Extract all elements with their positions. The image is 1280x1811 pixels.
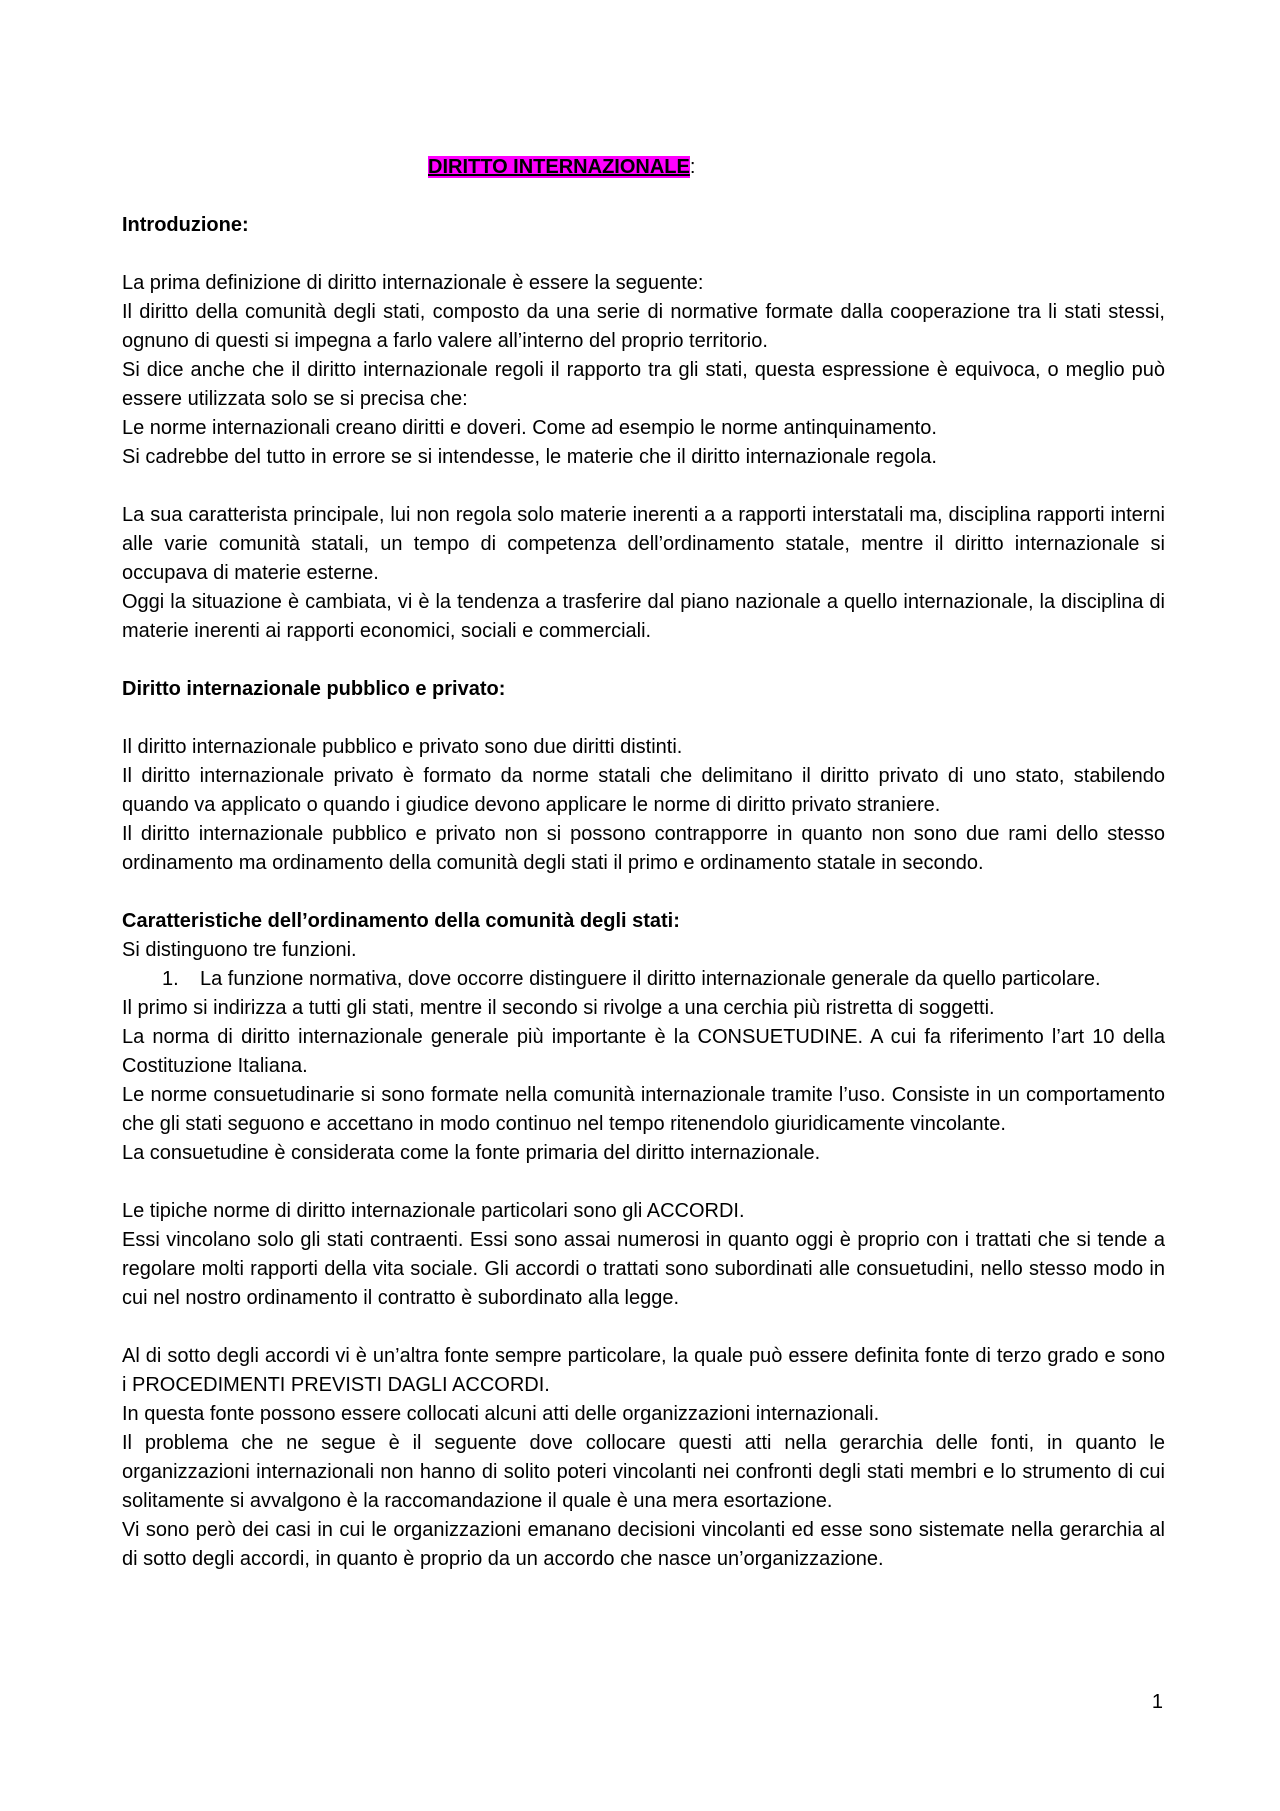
paragraph: Si distinguono tre funzioni. bbox=[122, 939, 357, 961]
paragraph: La norma di diritto internazionale generale più importante è la CONSUETUDINE. A cui fa riferimento l’art 10 della Costituzione Italiana. bbox=[122, 1026, 1165, 1077]
spacer bbox=[122, 240, 1165, 269]
list-number: 1. bbox=[162, 968, 179, 990]
paragraph: Il diritto della comunità degli stati, composto da una serie di normative formate dalla cooperazione tra li stati stessi, ognuno di questi si impegna a farlo valere all’interno del proprio territorio. bbox=[122, 301, 1165, 352]
title-line bbox=[428, 153, 1165, 182]
paragraph: Oggi la situazione è cambiata, vi è la tendenza a trasferire dal piano nazionale a quello internazionale, la disciplina di materie inerenti ai rapporti economici, sociali e commerciali. bbox=[122, 591, 1165, 642]
section-heading-pubblico-privato: Diritto internazionale pubblico e privato: bbox=[122, 678, 506, 700]
section-heading-caratteristiche: Caratteristiche dell’ordinamento della comunità degli stati: bbox=[122, 910, 680, 932]
paragraph: Si dice anche che il diritto internazionale regoli il rapporto tra gli stati, questa espressione è equivoca, o meglio può essere utilizzata solo se si precisa che: bbox=[122, 359, 1165, 410]
paragraph: Il primo si indirizza a tutti gli stati, mentre il secondo si rivolge a una cerchia più ristretta di soggetti. bbox=[122, 997, 995, 1019]
document-title: DIRITTO INTERNAZIONALE bbox=[428, 156, 690, 178]
paragraph: La prima definizione di diritto internazionale è essere la seguente: bbox=[122, 272, 704, 294]
paragraph: Le tipiche norme di diritto internazionale particolari sono gli ACCORDI. bbox=[122, 1200, 745, 1222]
paragraph: Il problema che ne segue è il seguente dove collocare questi atti nella gerarchia delle fonti, in quanto le organizzazioni internazionali non hanno di solito poteri vincolanti nei confronti degli stati membri e lo strumento di cui solitamente si avvalgono è la raccomandazione il quale è una mera esortazione. bbox=[122, 1432, 1165, 1512]
spacer bbox=[122, 472, 1165, 501]
spacer bbox=[122, 878, 1165, 907]
paragraph: Si cadrebbe del tutto in errore se si intendesse, le materie che il diritto internazionale regola. bbox=[122, 446, 937, 468]
list-item-text: La funzione normativa, dove occorre distinguere il diritto internazionale generale da quello particolare. bbox=[200, 968, 1101, 990]
document-body bbox=[122, 153, 1165, 1574]
list-item bbox=[122, 965, 1165, 994]
paragraph: La sua caratterista principale, lui non regola solo materie inerenti a a rapporti interstatali ma, disciplina rapporti interni alle varie comunità statali, un tempo di competenza dell’ordinamento statale, mentre il diritto internazionale si occupava di materie esterne. bbox=[122, 504, 1165, 584]
spacer bbox=[122, 182, 1165, 211]
paragraph: Le norme internazionali creano diritti e doveri. Come ad esempio le norme antinquinamento. bbox=[122, 417, 937, 439]
paragraph: La consuetudine è considerata come la fonte primaria del diritto internazionale. bbox=[122, 1142, 821, 1164]
title-colon: : bbox=[689, 156, 696, 178]
paragraph: Il diritto internazionale pubblico e privato non si possono contrapporre in quanto non sono due rami dello stesso ordinamento ma ordinamento della comunità degli stati il primo e ordinamento statale in secondo. bbox=[122, 823, 1165, 874]
paragraph: Il diritto internazionale pubblico e privato sono due diritti distinti. bbox=[122, 736, 683, 758]
spacer bbox=[122, 1168, 1165, 1197]
paragraph: Il diritto internazionale privato è formato da norme statali che delimitano il diritto privato di uno stato, stabilendo quando va applicato o quando i giudice devono applicare le norme di diritto privato straniere. bbox=[122, 765, 1165, 816]
page-number: 1 bbox=[1151, 1691, 1163, 1713]
paragraph: Vi sono però dei casi in cui le organizzazioni emanano decisioni vincolanti ed esse sono sistemate nella gerarchia al di sotto degli accordi, in quanto è proprio da un accordo che nasce un’organizzazione. bbox=[122, 1519, 1165, 1570]
paragraph: Al di sotto degli accordi vi è un’altra fonte sempre particolare, la quale può essere definita fonte di terzo grado e sono i PROCEDIMENTI PREVISTI DAGLI ACCORDI. bbox=[122, 1345, 1165, 1396]
spacer bbox=[122, 704, 1165, 733]
numbered-list bbox=[122, 965, 1165, 994]
paragraph: In questa fonte possono essere collocati alcuni atti delle organizzazioni internazionali. bbox=[122, 1403, 880, 1425]
section-heading-introduzione: Introduzione: bbox=[122, 214, 249, 236]
spacer bbox=[122, 1313, 1165, 1342]
paragraph: Le norme consuetudinarie si sono formate nella comunità internazionale tramite l’uso. Consiste in un comportamento che gli stati seguono e accettano in modo continuo nel tempo ritenendolo giuridicamente vincolante. bbox=[122, 1084, 1165, 1135]
spacer bbox=[122, 646, 1165, 675]
paragraph: Essi vincolano solo gli stati contraenti. Essi sono assai numerosi in quanto oggi è proprio con i trattati che si tende a regolare molti rapporti della vita sociale. Gli accordi o trattati sono subordinati alle consuetudini, nello stesso modo in cui nel nostro ordinamento il contratto è subordinato alla legge. bbox=[122, 1229, 1165, 1309]
